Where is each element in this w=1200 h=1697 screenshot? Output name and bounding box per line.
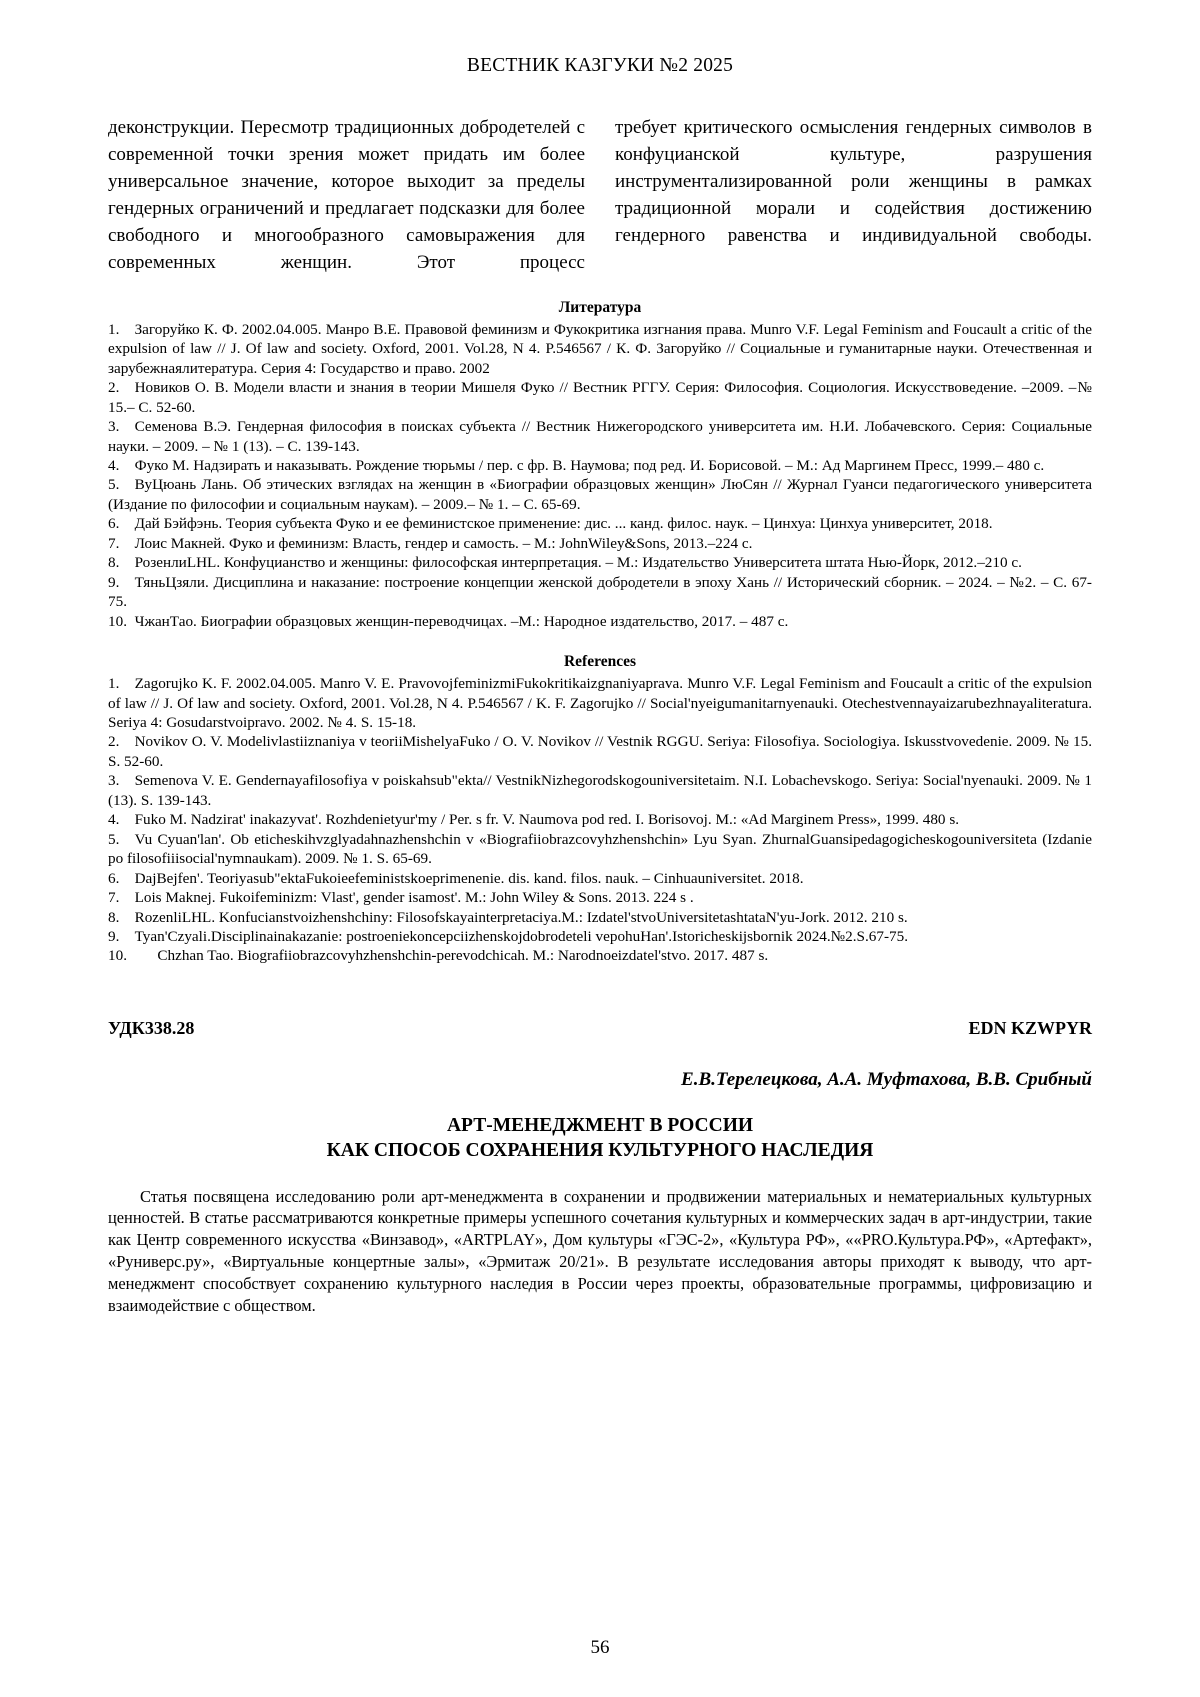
reference-item: 4. Fuko M. Nadzirat' inakazyvat'. Rozhdenietyur'my / Per. s fr. V. Naumova pod red. I. Borisovoj. M.: «Ad Marginem Press», 1999. 480 s. bbox=[108, 811, 960, 829]
page-number: 56 bbox=[590, 1637, 610, 1658]
body-column-right bbox=[615, 115, 1092, 277]
article-title bbox=[108, 1113, 1092, 1164]
article-title-line-1: АРТ-МЕНЕДЖМЕНТ В РОССИИ bbox=[446, 1114, 754, 1136]
article-authors: Е.В.Терелецкова, А.А. Муфтахова, В.В. Срибный bbox=[681, 1068, 1092, 1090]
references-en-list bbox=[108, 674, 1092, 966]
reference-item: 2. Novikov O. V. Modelivlastiiznaniya v teoriiMishelyaFuko / O. V. Novikov // Vestnik RGGU. Seriya: Filosofiya. Sociologiya. Iskusstvovedenie. 2009. № 15. S. 52-60. bbox=[108, 733, 1092, 770]
article-identifiers bbox=[108, 1018, 1092, 1039]
reference-item: 6. DajBejfen'. Teoriyasub"ektaFukoieefeministskoeprimenenie. dis. kand. filos. nauk. – Cinhuauniversitet. 2018. bbox=[108, 869, 804, 887]
reference-item: 8. RozenliLHL. Konfucianstvoizhenshchiny: Filosofskayainterpretaciya.M.: Izdatel'stvoUniversitetashtataN'yu-Jork. 2012. 210 s. bbox=[108, 908, 908, 926]
reference-item: 10. Chzhan Tao. Biografiiobrazcovyhzhenshchin-perevodchicah. M.: Narodnoeizdatel'stvo. 2017. 487 s. bbox=[108, 947, 769, 965]
udk-code: УДК338.28 bbox=[108, 1017, 195, 1038]
article-title-line-2: КАК СПОСОБ СОХРАНЕНИЯ КУЛЬТУРНОГО НАСЛЕДИЯ bbox=[326, 1140, 874, 1162]
reference-item: 3. Semenova V. E. Gendernayafilosofiya v poiskahsub"ekta// VestnikNizhegorodskogouniversitetaim. N.I. Lobachevskogo. Seriya: Social'nyenauki. 2009. № 1 (13). S. 139-143. bbox=[108, 772, 1092, 809]
article-abstract: Статья посвящена исследованию роли арт-менеджмента в сохранении и продвижении материальных и нематериальных культурных ценностей. В статье рассматриваются конкретные примеры успешного сочетания культурных и коммерческих задач в арт-индустрии, такие как Центр современного искусства «Винзавод», «ARTPLAY», Дом культуры «ГЭС-2», «Культура РФ», ««PRO.Культура.РФ», «Артефакт», «Руниверс.ру», «Виртуальные концертные залы», «Эрмитаж 20/21». В результате исследования авторы приходят к выводу, что арт-менеджмент способствует сохранению культурного наследия в России через проекты, образовательные программы, цифровизацию и взаимодействие с обществом. bbox=[108, 1186, 1092, 1315]
body-column-left bbox=[108, 115, 585, 277]
reference-item: 9. ТяньЦзяли. Дисциплина и наказание: построение концепции женской добродетели в эпоху Хань // Исторический сборник. – 2024. – №2. – С. 67-75. bbox=[108, 573, 1092, 611]
reference-item: 7. Лоис Макней. Фуко и феминизм: Власть, гендер и самость. – М.: JohnWiley&Sons, 2013.–224 с. bbox=[108, 534, 753, 552]
running-head: ВЕСТНИК КАЗГУКИ №2 2025 bbox=[466, 55, 734, 76]
reference-item: 3. Семенова В.Э. Гендерная философия в поисках субъекта // Вестник Нижегородского университета им. Н.И. Лобачевского. Серия: Социальные науки. – 2009. – № 1 (13). – С. 139-143. bbox=[108, 418, 1092, 455]
reference-item: 10. ЧжанТао. Биографии образцовых женщин-переводчицах. –М.: Народное издательство, 2017. – 487 с. bbox=[108, 612, 789, 630]
edn-code: EDN KZWPYR bbox=[968, 1017, 1092, 1038]
body-two-column bbox=[108, 115, 1092, 277]
body-paragraph-right: требует критического осмысления гендерных символов в конфуцианской культуре, разрушения инструментализированной роли женщины в рамках традиционной морали и содействия достижению гендерного равенства и индивидуальной свободы. bbox=[615, 117, 1092, 246]
references-ru-list bbox=[108, 320, 1092, 631]
reference-item: 6. Дай Бэйфэнь. Теория субъекта Фуко и ее феминистское применение: дис. ... канд. филос. наук. – Цинхуа: Цинхуа университет, 2018. bbox=[108, 515, 993, 533]
reference-item: 5. Vu Cyuan'lan'. Ob eticheskihvzglyadahnazhenshchin v «Biografiiobrazcovyhzhenshchin» Lyu Syan. ZhurnalGuansipedagogicheskogouniversiteta (Izdanie po filosofiiisocial'nymnaukam). 2009. № 1. S. 65-69. bbox=[108, 830, 1092, 868]
reference-item: 7. Lois Maknej. Fukoifeminizm: Vlast', gender isamost'. M.: John Wiley & Sons. 2013. 224 s . bbox=[108, 889, 694, 907]
reference-item: 4. Фуко М. Надзирать и наказывать. Рождение тюрьмы / пер. с фр. В. Наумова; под ред. И. Борисовой. – М.: Ад Маргинем Пресс, 1999.– 480 с. bbox=[108, 456, 1045, 474]
reference-item: 5. ВуЦюань Лань. Об этических взглядах на женщин в «Биографии образцовых женщин» ЛюСян // Журнал Гуанси педагогического университета (Издание по философии и социальным наукам). – 2009.– № 1. – С. 65-69. bbox=[108, 476, 1092, 513]
references-ru-heading: Литература bbox=[558, 298, 642, 316]
body-paragraph-left: деконструкции. Пересмотр традиционных добродетелей с современной точки зрения может придать им более универсальное значение, которое выходит за пределы гендерных ограничений и предлагает подсказки для более свободного и многообразного самовыражения для современных женщин. Этот процесс bbox=[108, 117, 585, 273]
reference-item: 8. РозенлиLHL. Конфуцианство и женщины: философская интерпретация. – М.: Издательство Университета штата Нью-Йорк, 2012.–210 с. bbox=[108, 554, 1022, 572]
reference-item: 1. Загоруйко К. Ф. 2002.04.005. Манро В.Е. Правовой феминизм и Фукокритика изгнания права. Munro V.F. Legal Feminism and Foucault a critic of the expulsion of law // J. Of law and society. Oxford, 2001. Vol.28, N 4. P.546567 / К. Ф. Загоруйко // Социальные и гуманитарные науки. Отечественная и зарубежнаялитература. Серия 4: Государство и право. 2002 bbox=[108, 320, 1092, 377]
reference-item: 2. Новиков О. В. Модели власти и знания в теории Мишеля Фуко // Вестник РГГУ. Серия: Философия. Социология. Искусствоведение. –2009. –№ 15.– С. 52-60. bbox=[108, 379, 1092, 416]
reference-item: 9. Tyan'Czyali.Disciplinainakazanie: postroeniekoncepciizhenskojdobrodeteli vepohuHan'.Istoricheskijsbornik 2024.№2.S.67-75. bbox=[108, 927, 909, 945]
references-en-heading: References bbox=[563, 653, 636, 671]
reference-item: 1. Zagorujko K. F. 2002.04.005. Manro V. E. PravovojfeminizmiFukokritikaizgnaniyaprava. Munro V.F. Legal Feminism and Foucault a critic of the expulsion of law // J. Of law and society. Oxford, 2001. Vol.28, N 4. P.546567 / K. F. Zagorujko // Social'nyeigumanitarnyenauki. Otechestvennayaizarubezhnayaliteratura. Seriya 4: Gosudarstvoipravo. 2002. № 4. S. 15-18. bbox=[108, 675, 1092, 731]
